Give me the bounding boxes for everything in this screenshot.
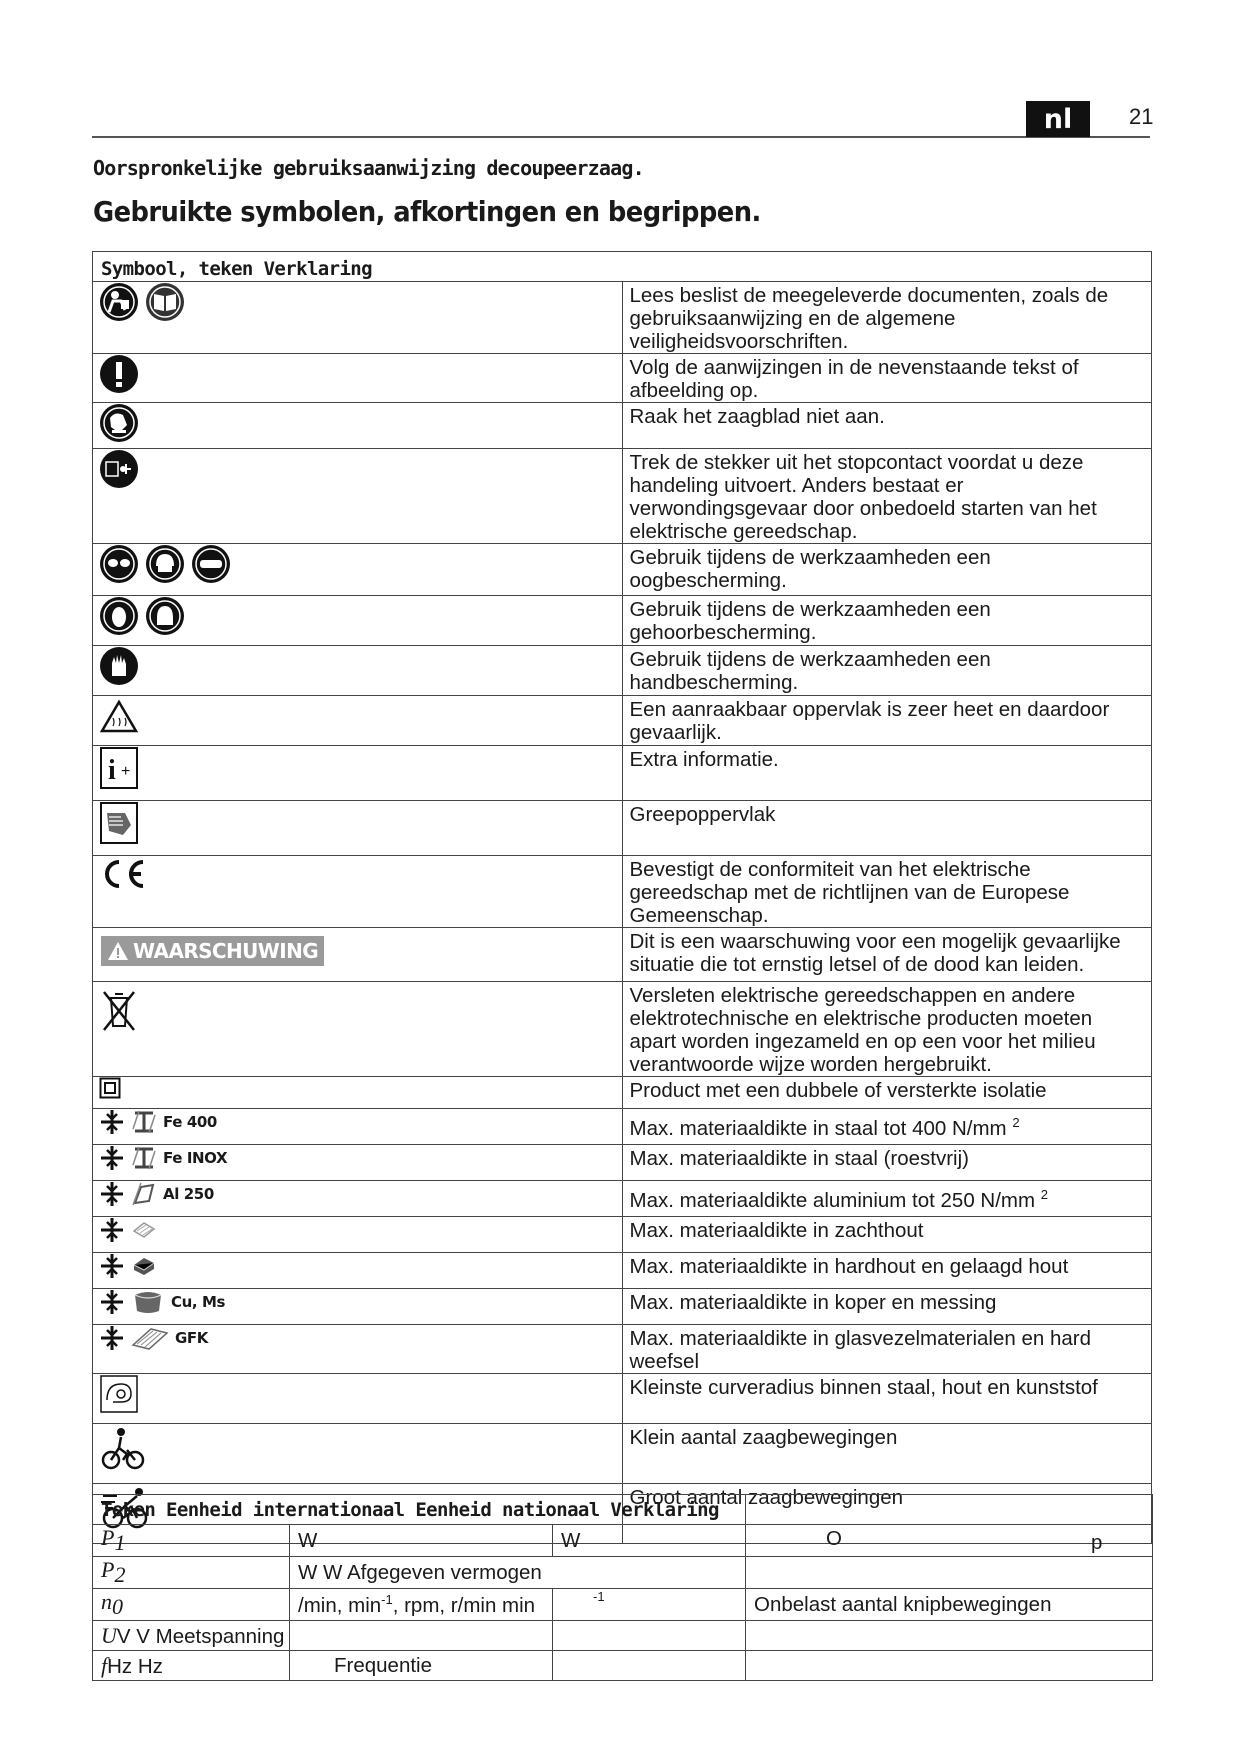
- page-title: Gebruikte symbolen, afkortingen en begrippen.: [93, 195, 761, 228]
- warning-triangle-icon: [107, 941, 129, 961]
- thickness-icon: [99, 1217, 125, 1243]
- svg-text:i: i: [108, 755, 116, 786]
- table-row: Een aanraakbaar oppervlak is zeer heet en daardoor gevaarlijk.: [93, 696, 1152, 746]
- table-row: Gebruik tijdens de werkzaamheden een handbescherming.: [93, 646, 1152, 696]
- material-label: Cu, Ms: [171, 1293, 226, 1311]
- copper-icon: [131, 1289, 165, 1315]
- table-row: Volg de aanwijzingen in de nevenstaande tekst of afbeelding op.: [93, 354, 1152, 403]
- exclamation-icon: [99, 354, 139, 394]
- symbols-table-header: Symbool, teken Verklaring: [93, 252, 1152, 282]
- warning-label: WAARSCHUWING: [101, 936, 324, 966]
- units-table-header: Teken Eenheid internationaal Eenheid nationaal Verklaring: [93, 1495, 1153, 1525]
- ear-muffs-icon: [99, 596, 139, 636]
- fiberglass-icon: [131, 1325, 169, 1351]
- read-manual-icon: [99, 282, 139, 322]
- page-number: 21: [1129, 104, 1154, 129]
- hot-surface-icon: [99, 696, 139, 736]
- table-row: $P_1$ W W O p: [93, 1525, 1153, 1557]
- aluminium-profile-icon: [131, 1181, 157, 1207]
- ear-protection-icon: [145, 596, 185, 636]
- table-row: Greepoppervlak: [93, 801, 1152, 856]
- table-row: Trek de stekker uit het stopcontact voordat u deze handeling uitvoert. Anders bestaat er verwondingsgevaar door onbedoeld starten van het elektrische gereedschap.: [93, 449, 1152, 544]
- no-touch-blade-icon: [99, 403, 139, 443]
- table-row: Gebruik tijdens de werkzaamheden een oogbescherming.: [93, 544, 1152, 596]
- header-rule: [92, 136, 1150, 138]
- table-row: Max. materiaaldikte in hardhout en gelaagd hout: [93, 1253, 1152, 1289]
- thickness-icon: [99, 1325, 125, 1351]
- table-row: $n_0$ /min, $\min^{-1}$, rpm, r/min min $^{-1}$ Onbelast aantal knipbewegingen: [93, 1589, 1153, 1621]
- table-row: Kleinste curveradius binnen staal, hout en kunststof: [93, 1374, 1152, 1424]
- units-table: [92, 1494, 1153, 1681]
- table-row: $P_2$ W W Afgegeven vermogen: [93, 1557, 1153, 1589]
- ce-mark-icon: [99, 856, 149, 892]
- unplug-icon: [99, 449, 139, 489]
- material-label: GFK: [175, 1329, 208, 1347]
- thickness-icon: [99, 1145, 125, 1171]
- book-icon: [145, 282, 185, 322]
- material-label: Fe 400: [163, 1113, 217, 1131]
- face-shield-icon: [145, 544, 185, 584]
- table-row: WAARSCHUWING Dit is een waarschuwing voor een mogelijk gevaarlijke situatie die tot ernstig letsel of de dood kan leiden.: [93, 928, 1152, 982]
- info-icon: [99, 746, 139, 790]
- material-label: Al 250: [163, 1185, 214, 1203]
- thickness-icon: [99, 1289, 125, 1315]
- goggles-icon: [99, 544, 139, 584]
- table-row: i + Extra informatie.: [93, 746, 1152, 801]
- table-row: Raak het zaagblad niet aan.: [93, 403, 1152, 449]
- table-row: fHz Hz Frequentie: [93, 1651, 1153, 1681]
- thickness-icon: [99, 1181, 125, 1207]
- softwood-icon: [131, 1217, 157, 1243]
- table-row: GFK Max. materiaaldikte in glasvezelmaterialen en hard weefsel: [93, 1325, 1152, 1374]
- slow-bike-icon: [99, 1424, 147, 1472]
- thickness-icon: [99, 1109, 125, 1135]
- document-subtitle: Oorspronkelijke gebruiksaanwijzing decoupeerzaag.: [93, 156, 644, 180]
- table-row: Groot aantal zaagbewegingen: [93, 1484, 1152, 1544]
- grip-surface-icon: [99, 801, 139, 845]
- double-insulation-icon: [99, 1077, 121, 1099]
- table-row: Gebruik tijdens de werkzaamheden een gehoorbescherming.: [93, 596, 1152, 646]
- table-row: Fe INOX Max. materiaaldikte in staal (roestvrij): [93, 1145, 1152, 1181]
- hand-protection-icon: [99, 646, 139, 686]
- table-row: Al 250 Max. materiaaldikte aluminium tot 250 N/mm $^2$: [93, 1181, 1152, 1217]
- safety-glasses-icon: [191, 544, 231, 584]
- table-row: Fe 400 Max. materiaaldikte in staal tot 400 N/mm $^2$: [93, 1109, 1152, 1145]
- curve-radius-icon: [99, 1374, 139, 1414]
- table-row: Cu, Ms Max. materiaaldikte in koper en messing: [93, 1289, 1152, 1325]
- thickness-icon: [99, 1253, 125, 1279]
- table-row: Lees beslist de meegeleverde documenten, zoals de gebruiksaanwijzing en de algemene veiligheidsvoorschriften.: [93, 282, 1152, 354]
- table-row: UV V Meetspanning: [93, 1621, 1153, 1651]
- steel-beam-icon: [131, 1145, 157, 1171]
- table-row: Versleten elektrische gereedschappen en andere elektrotechnische en elektrische producten moeten apart worden ingezameld en op een voor het milieu verantwoorde wijze worden hergebruikt.: [93, 982, 1152, 1077]
- material-label: Fe INOX: [163, 1149, 228, 1167]
- table-row: Max. materiaaldikte in zachthout: [93, 1217, 1152, 1253]
- table-row: Product met een dubbele of versterkte isolatie: [93, 1077, 1152, 1109]
- steel-beam-icon: [131, 1109, 157, 1135]
- hardwood-icon: [131, 1253, 157, 1279]
- symbols-table: [92, 251, 1152, 1544]
- weee-bin-icon: [99, 988, 139, 1034]
- svg-text:+: +: [121, 763, 131, 780]
- language-badge: nl: [1026, 101, 1090, 137]
- table-row: Klein aantal zaagbewegingen: [93, 1424, 1152, 1484]
- table-row: Bevestigt de conformiteit van het elektrische gereedschap met de richtlijnen van de Europese Gemeenschap.: [93, 856, 1152, 928]
